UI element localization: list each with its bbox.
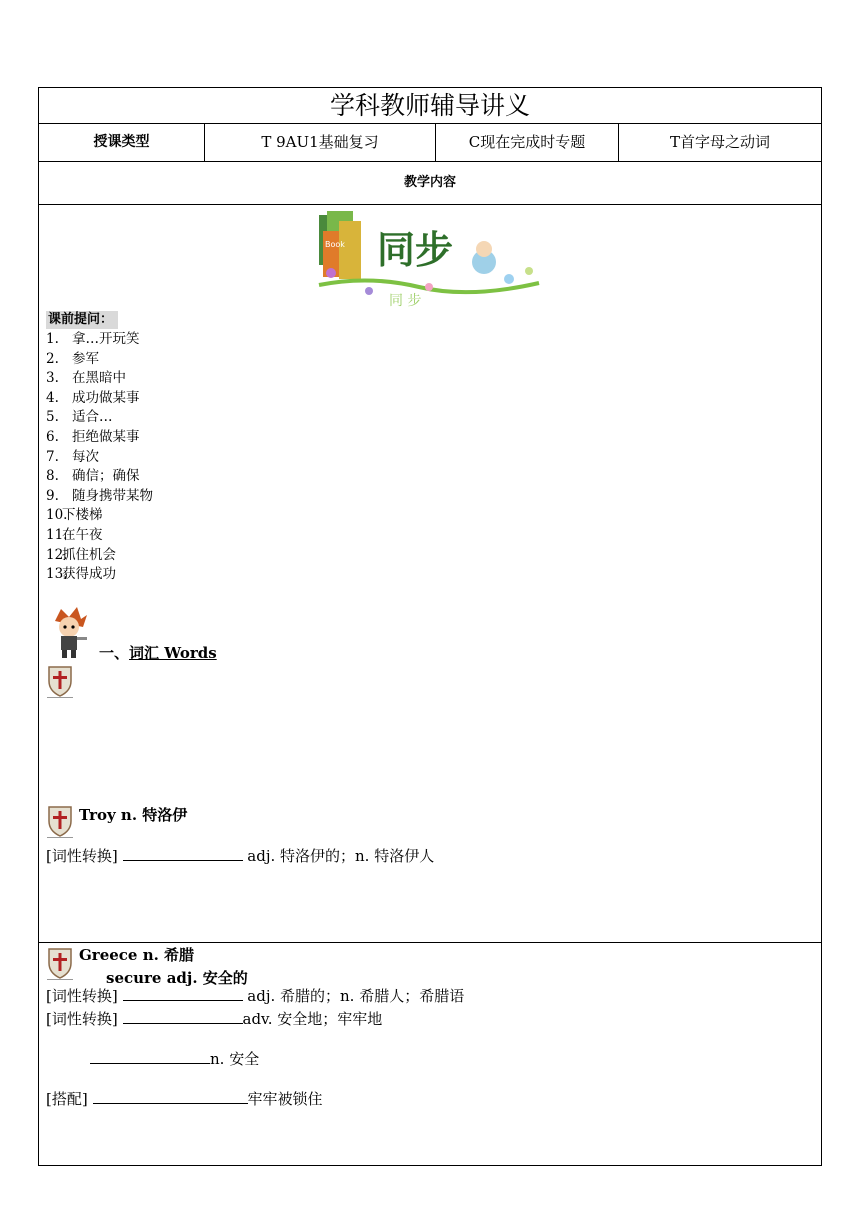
word-conversion-line: [词性转换] adj. 希腊的；n. 希腊人；希腊语 [46,987,465,1005]
type-t-cell: T 9AU1基础复习 [205,124,436,161]
prequestion-list [46,330,153,585]
list-item: 11. 在午夜 [46,526,103,543]
lesson-type-label: 授课类型 [39,124,205,161]
answer-blank[interactable] [123,846,243,861]
teaching-content-label: 教学内容 [38,162,822,205]
shield-icon [47,947,73,980]
list-item: 12. 抓住机会 [46,546,116,563]
handout-page [38,87,822,1166]
page-title: 学科教师辅导讲义 [38,87,822,124]
list-item: 10. 下楼梯 [46,507,103,524]
type-c-cell: C现在完成时专题 [436,124,619,161]
list-item: 6. 拒绝做某事 [46,428,140,445]
shield-icon [47,665,73,698]
shield-icon [47,805,73,838]
sync-banner-image [309,207,549,311]
book-label: Book [325,240,345,249]
word-headword: Greece n. 希腊 [79,946,195,964]
word-conversion-line: [词性转换] adj. 特洛伊的；n. 特洛伊人 [46,847,435,865]
list-item: 4. 成功做某事 [46,389,140,406]
list-item: 8. 确信；确保 [46,468,140,485]
content-section-2 [38,943,822,1166]
section-title: 一、词汇 Words [99,644,217,662]
list-item: 1. 拿…开玩笑 [46,331,140,347]
list-item: 2. 参军 [46,350,99,367]
banner-text: 同步 [377,228,454,272]
word-conversion-line-2: n. 安全 [90,1048,259,1069]
list-item: 5. 适合… [46,409,113,426]
collocation-line: [搭配] 牢牢被锁住 [46,1090,323,1108]
answer-blank[interactable] [123,1009,243,1024]
answer-blank[interactable] [90,1049,210,1064]
type-t2-cell: T首字母之动词 [669,133,770,151]
list-item: 9. 随身携带某物 [46,487,153,504]
answer-blank[interactable] [93,1089,248,1104]
word-conversion-line: [词性转换] adv. 安全地；牢牢地 [46,1010,383,1028]
info-row [38,124,822,162]
cartoon-boy-icon [47,607,91,659]
svg-text:同 步: 同 步 [389,293,422,309]
word-headword: secure adj. 安全的 [106,969,248,987]
prequestion-label: 课前提问： [46,311,118,329]
word-headword: Troy n. 特洛伊 [79,806,188,824]
list-item: 7. 每次 [46,448,99,465]
list-item: 3. 在黑暗中 [46,370,126,387]
list-item: 13. 获得成功 [46,566,116,583]
